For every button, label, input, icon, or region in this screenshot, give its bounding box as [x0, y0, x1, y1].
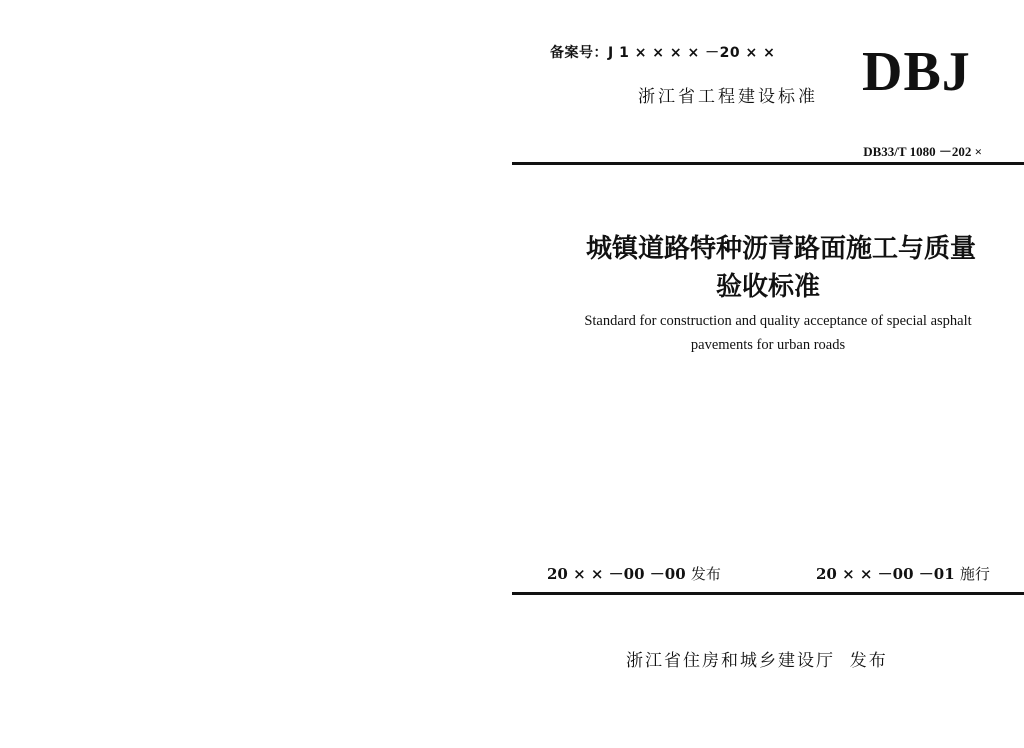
effective-date-value: 20 × × －00 －01: [816, 565, 955, 583]
issuing-authority: 浙江省住房和城乡建设厅 发布: [626, 651, 888, 671]
title-chinese-line2: 验收标准: [715, 272, 820, 302]
standard-number: DB33/T 1080 －202 ×: [863, 144, 982, 159]
standard-category: 浙江省工程建设标准: [638, 87, 818, 107]
title-chinese-line1: 城镇道路特种沥青路面施工与质量: [585, 234, 976, 264]
record-number: 备案号：J 1 × × × × －20 × ×: [550, 45, 776, 61]
issue-date: [547, 563, 721, 584]
issue-date-value: 20 × × －00 －00: [547, 565, 686, 583]
title-english-line1: Standard for construction and quality acceptance of special asphalt: [584, 313, 972, 329]
title-english-line2: pavements for urban roads: [690, 337, 846, 353]
title-english: [512, 309, 1024, 357]
effective-date: [816, 563, 990, 584]
top-divider: [512, 162, 1024, 165]
effective-date-label: 施行: [959, 565, 990, 583]
dbj-logo: DBJ: [862, 41, 971, 103]
title-chinese: [512, 230, 1024, 306]
issue-date-label: 发布: [690, 565, 721, 583]
bottom-divider: [512, 592, 1024, 595]
